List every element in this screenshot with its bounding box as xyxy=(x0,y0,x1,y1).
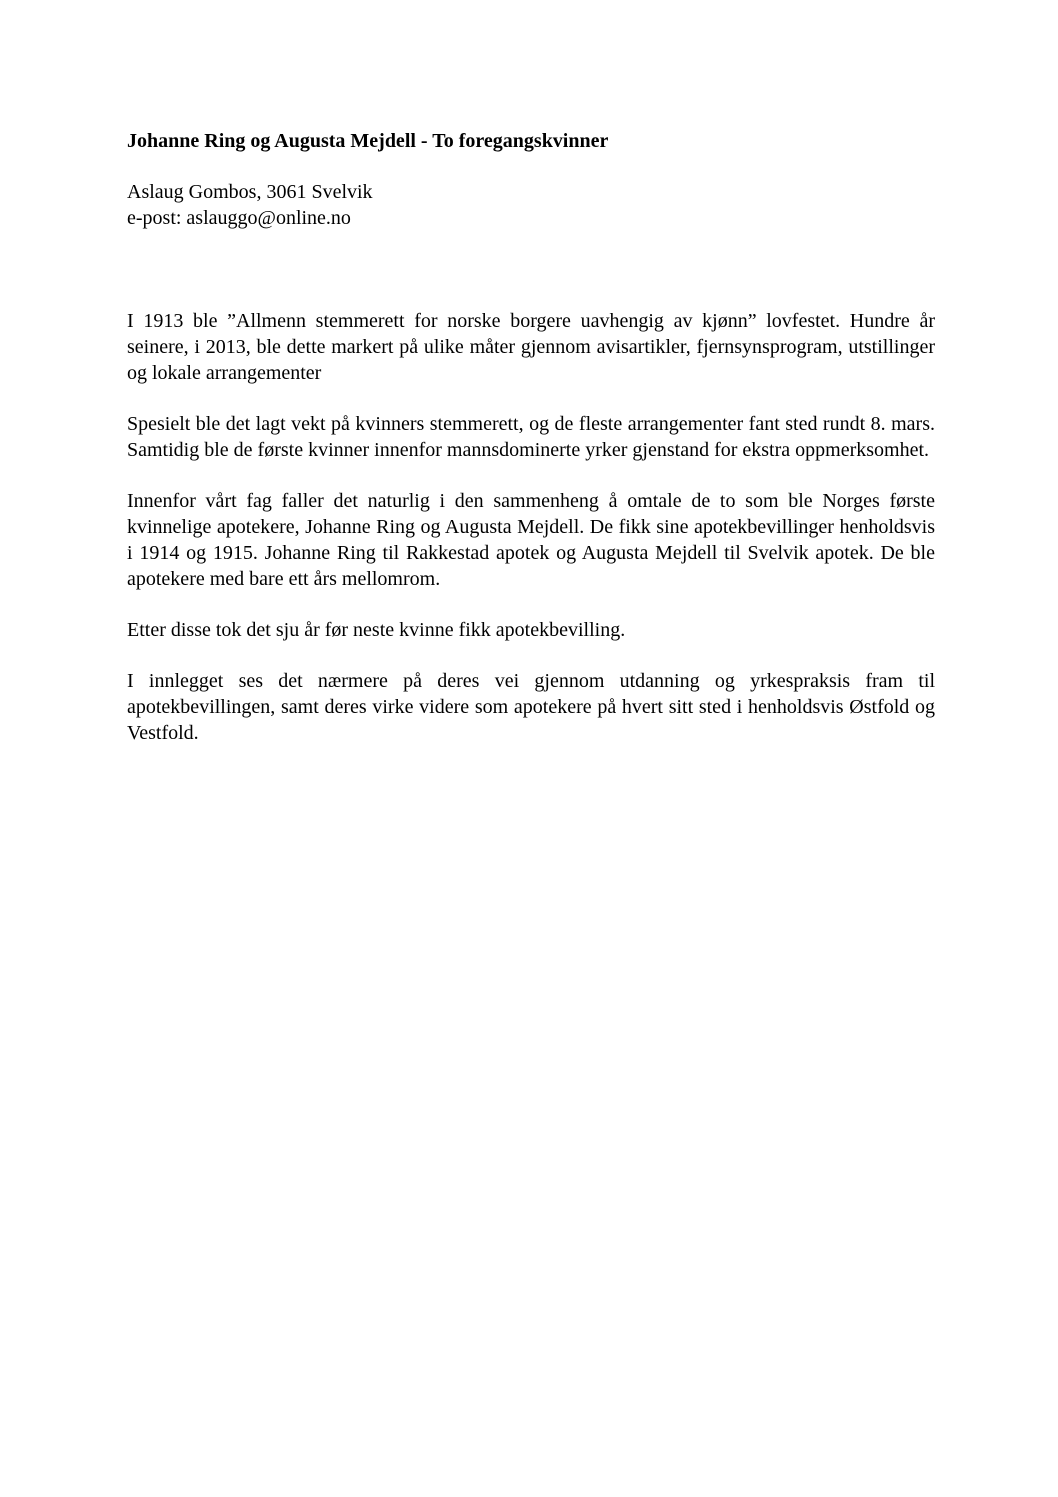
author-email: e-post: aslauggo@online.no xyxy=(127,207,351,229)
author-name: Aslaug Gombos, 3061 Svelvik xyxy=(127,181,373,203)
paragraph-4: Etter disse tok det sju år før neste kvinne fikk apotekbevilling. xyxy=(127,619,626,641)
document-title: Johanne Ring og Augusta Mejdell - To foregangskvinner xyxy=(127,130,609,152)
paragraph-1: I 1913 ble ”Allmenn stemmerett for norske borgere uavhengig av kjønn” lovfestet. Hundre år seinere, i 2013, ble dette markert på ulike måter gjennom avisartikler, fjernsynsprogram, utstillinger og lokale arrangementer xyxy=(127,310,935,384)
paragraph-3: Innenfor vårt fag faller det naturlig i den sammenheng å omtale de to som ble Norges første kvinnelige apotekere, Johanne Ring og Augusta Mejdell. De fikk sine apotekbevillinger henholdsvis i 1914 og 1915. Johanne Ring til Rakkestad apotek og Augusta Mejdell til Svelvik apotek. De ble apotekere med bare ett års mellomrom. xyxy=(127,490,935,590)
author-block xyxy=(127,179,935,231)
document-content xyxy=(127,128,935,771)
paragraph-2: Spesielt ble det lagt vekt på kvinners stemmerett, og de fleste arrangementer fant sted rundt 8. mars. Samtidig ble de første kvinner innenfor mannsdominerte yrker gjenstand for ekstra oppmerksomhet. xyxy=(127,413,935,461)
paragraph-5: I innlegget ses det nærmere på deres vei gjennom utdanning og yrkespraksis fram til apotekbevillingen, samt deres virke videre som apotekere på hvert sitt sted i henholdsvis Østfold og Vestfold. xyxy=(127,670,935,744)
document-body xyxy=(127,308,935,746)
